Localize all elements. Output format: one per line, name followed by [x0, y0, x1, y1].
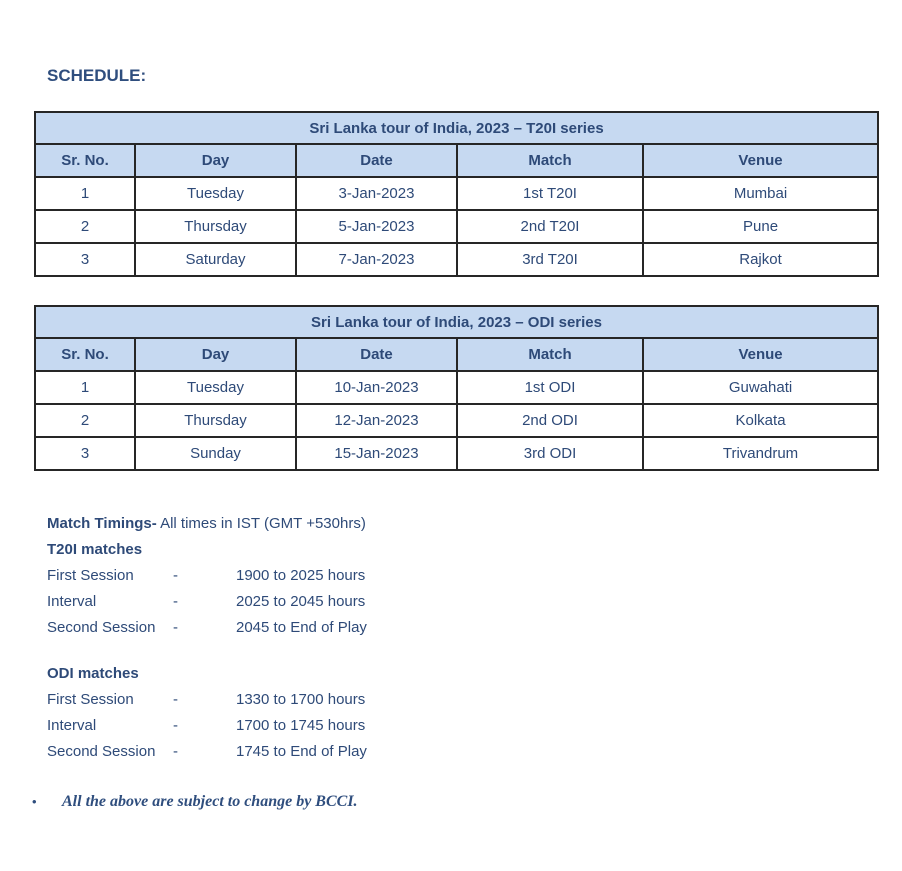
column-header-sr-no: Sr. No.	[35, 338, 135, 371]
column-header-day: Day	[135, 144, 296, 177]
column-header-match: Match	[457, 144, 643, 177]
table-cell: 12-Jan-2023	[296, 404, 457, 437]
table-cell: 2nd T20I	[457, 210, 643, 243]
table-cell: 3	[35, 437, 135, 470]
column-header-day: Day	[135, 338, 296, 371]
separator: -	[173, 567, 178, 584]
timings-label: Match Timings-	[47, 515, 157, 532]
table-cell: Kolkata	[643, 404, 878, 437]
table-cell: 5-Jan-2023	[296, 210, 457, 243]
table-cell: 2	[35, 404, 135, 437]
column-header-date: Date	[296, 144, 457, 177]
table-cell: Tuesday	[135, 371, 296, 404]
column-header-venue: Venue	[643, 144, 878, 177]
table-cell: 3	[35, 243, 135, 276]
table-row	[35, 243, 878, 276]
session-time: 1745 to End of Play	[236, 743, 367, 760]
t20i-timings-heading: T20I matches	[47, 541, 143, 558]
timings-note: All times in IST (GMT +530hrs)	[156, 515, 366, 532]
timing-row	[47, 615, 366, 641]
table-cell: 1	[35, 177, 135, 210]
session-label: Interval	[47, 593, 97, 610]
separator: -	[173, 717, 178, 734]
table-cell: Saturday	[135, 243, 296, 276]
session-time: 2025 to 2045 hours	[236, 593, 366, 610]
table-cell: Guwahati	[643, 371, 878, 404]
table-cell: 2nd ODI	[457, 404, 643, 437]
table-cell: Rajkot	[643, 243, 878, 276]
table-cell: 1st ODI	[457, 371, 643, 404]
table-cell: Pune	[643, 210, 878, 243]
table-cell: 1st T20I	[457, 177, 643, 210]
timings-header	[47, 511, 366, 537]
match-timings	[47, 511, 366, 765]
odi-schedule-table	[34, 305, 879, 471]
table-cell: Thursday	[135, 210, 296, 243]
footnote-text: All the above are subject to change by BCCI.	[62, 793, 358, 810]
bullet-icon: •	[32, 794, 37, 809]
separator: -	[173, 743, 178, 760]
separator: -	[173, 691, 178, 708]
table-row	[35, 404, 878, 437]
table-cell: Mumbai	[643, 177, 878, 210]
column-header-venue: Venue	[643, 338, 878, 371]
table-cell: 3rd T20I	[457, 243, 643, 276]
session-label: Second Session	[47, 619, 156, 636]
table-cell: 3rd ODI	[457, 437, 643, 470]
table-title: Sri Lanka tour of India, 2023 – T20I series	[35, 112, 878, 144]
page-heading: SCHEDULE:	[47, 66, 147, 85]
session-time: 1700 to 1745 hours	[236, 717, 366, 734]
column-header-date: Date	[296, 338, 457, 371]
table-cell: 1	[35, 371, 135, 404]
session-time: 1330 to 1700 hours	[236, 691, 366, 708]
session-time: 1900 to 2025 hours	[236, 567, 366, 584]
table-title: Sri Lanka tour of India, 2023 – ODI series	[35, 306, 878, 338]
session-label: First Session	[47, 567, 134, 584]
table-row	[35, 177, 878, 210]
t20i-schedule-table	[34, 111, 879, 277]
table-cell: Tuesday	[135, 177, 296, 210]
timing-row	[47, 687, 366, 713]
column-header-match: Match	[457, 338, 643, 371]
timing-row	[47, 739, 366, 765]
table-cell: Sunday	[135, 437, 296, 470]
table-cell: 2	[35, 210, 135, 243]
table-cell: 3-Jan-2023	[296, 177, 457, 210]
separator: -	[173, 593, 178, 610]
session-time: 2045 to End of Play	[236, 619, 367, 636]
table-cell: Thursday	[135, 404, 296, 437]
session-label: First Session	[47, 691, 134, 708]
column-header-sr-no: Sr. No.	[35, 144, 135, 177]
table-cell: 7-Jan-2023	[296, 243, 457, 276]
timing-row	[47, 589, 366, 615]
table-row	[35, 437, 878, 470]
session-label: Second Session	[47, 743, 156, 760]
timing-row	[47, 563, 366, 589]
table-cell: 15-Jan-2023	[296, 437, 457, 470]
session-label: Interval	[47, 717, 97, 734]
table-cell: Trivandrum	[643, 437, 878, 470]
separator: -	[173, 619, 178, 636]
table-row	[35, 371, 878, 404]
table-cell: 10-Jan-2023	[296, 371, 457, 404]
timing-row	[47, 713, 366, 739]
table-row	[35, 210, 878, 243]
odi-timings-heading: ODI matches	[47, 665, 139, 682]
